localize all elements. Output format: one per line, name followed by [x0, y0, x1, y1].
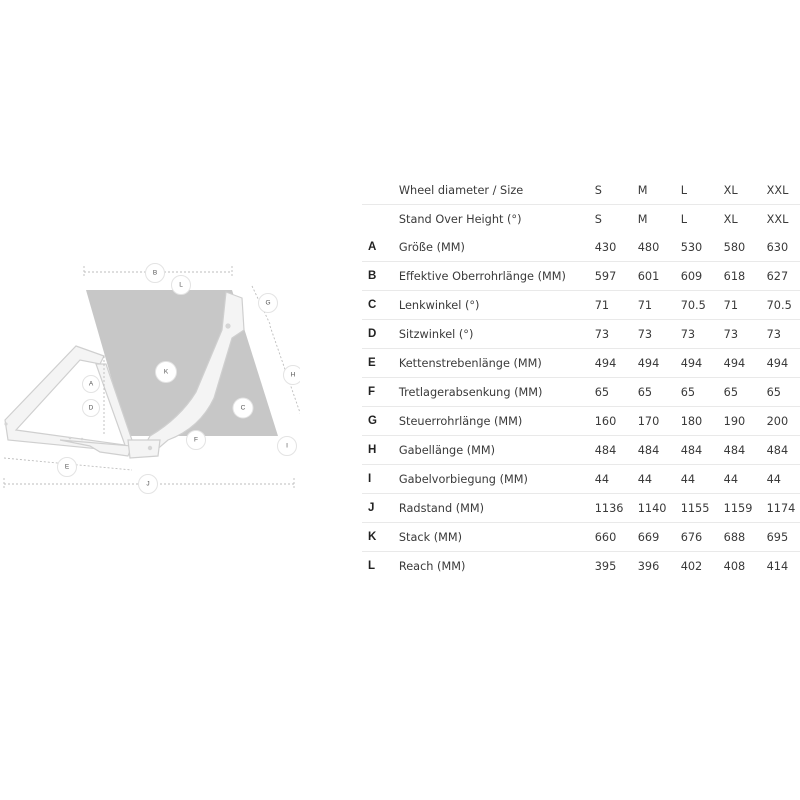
header-size-s: S — [594, 212, 602, 226]
table-row — [362, 262, 800, 291]
row-letter: I — [362, 465, 399, 494]
row-value-l: 180 — [681, 407, 724, 436]
header-size-xxl: XXL — [766, 212, 789, 226]
marker-G-label: G — [265, 299, 271, 307]
marker-E — [58, 458, 77, 477]
row-value-m: 396 — [637, 559, 660, 573]
row-value-xxl: 414 — [766, 559, 789, 573]
row-label: Kettenstrebenlänge (MM) — [399, 349, 595, 378]
row-letter: C — [362, 291, 399, 320]
row-value-m: 170 — [638, 407, 681, 436]
marker-D-label: D — [88, 404, 94, 412]
row-value-l: 530 — [681, 233, 724, 262]
row-value-xxl: 494 — [767, 349, 800, 378]
table-row — [362, 523, 800, 552]
row-letter: K — [362, 523, 399, 552]
geometry-table — [362, 176, 800, 580]
row-value-s: 660 — [595, 523, 638, 552]
row-value-l: 44 — [681, 465, 724, 494]
marker-K-label: K — [163, 368, 169, 376]
row-value-s: 484 — [595, 436, 638, 465]
row-value-l: 609 — [681, 262, 724, 291]
row-value-s: 65 — [595, 378, 638, 407]
table-row — [362, 552, 800, 581]
row-value-s: 597 — [595, 262, 638, 291]
table-row — [362, 494, 800, 523]
marker-C-label: C — [240, 404, 246, 412]
marker-J-label: J — [146, 480, 150, 488]
table-row — [362, 349, 800, 378]
row-value-xxl: 1174 — [767, 494, 800, 523]
row-letter: F — [362, 378, 399, 407]
marker-H-label: H — [290, 371, 296, 379]
table-row — [362, 465, 800, 494]
header-size-s: S — [595, 176, 638, 205]
row-value-l: 73 — [681, 320, 724, 349]
row-value-m: 71 — [638, 291, 681, 320]
row-label: Stack (MM) — [399, 523, 595, 552]
table-header-row — [362, 205, 800, 234]
row-value-xxl: 484 — [767, 436, 800, 465]
marker-G — [259, 294, 278, 313]
marker-L-label: L — [179, 281, 183, 289]
marker-D — [83, 400, 100, 417]
row-value-xl: 408 — [723, 559, 746, 573]
table-body — [362, 233, 800, 580]
row-value-xl: 44 — [724, 465, 767, 494]
table-row — [362, 436, 800, 465]
row-value-l: 402 — [680, 559, 703, 573]
header-size-xl: XL — [723, 212, 738, 226]
row-value-l: 70.5 — [681, 291, 724, 320]
marker-B-label: B — [152, 269, 158, 277]
header-size-xxl: XXL — [767, 176, 800, 205]
row-value-m: 65 — [638, 378, 681, 407]
table-row — [362, 378, 800, 407]
row-value-xl: 1159 — [724, 494, 767, 523]
row-value-l: 494 — [681, 349, 724, 378]
marker-K — [156, 362, 177, 383]
row-label: Effektive Oberrohrlänge (MM) — [399, 262, 595, 291]
marker-F-label: F — [194, 436, 198, 444]
row-value-xxl: 200 — [767, 407, 800, 436]
table-row — [362, 407, 800, 436]
row-label: Größe (MM) — [399, 233, 595, 262]
row-value-xxl: 630 — [767, 233, 800, 262]
row-value-m: 73 — [638, 320, 681, 349]
row-value-xl: 73 — [724, 320, 767, 349]
table-header-row — [362, 176, 800, 205]
row-value-xl: 688 — [724, 523, 767, 552]
row-label: Radstand (MM) — [399, 494, 595, 523]
table-row — [362, 233, 800, 262]
marker-B — [146, 264, 165, 283]
row-label: Sitzwinkel (°) — [399, 320, 595, 349]
row-letter: B — [362, 262, 399, 291]
row-label: Steuerrohrlänge (MM) — [399, 407, 595, 436]
row-value-l: 676 — [681, 523, 724, 552]
row-value-m: 484 — [638, 436, 681, 465]
row-value-s: 44 — [595, 465, 638, 494]
row-letter: J — [362, 494, 399, 523]
row-label: Gabellänge (MM) — [399, 436, 595, 465]
marker-H — [284, 366, 301, 385]
marker-F — [187, 431, 206, 450]
row-value-m: 44 — [638, 465, 681, 494]
header-size-l: L — [681, 176, 724, 205]
table-row — [362, 320, 800, 349]
row-label: Lenkwinkel (°) — [399, 291, 595, 320]
row-value-s: 73 — [595, 320, 638, 349]
header-size-m: M — [637, 212, 648, 226]
row-value-s: 71 — [595, 291, 638, 320]
header-size-m: M — [638, 176, 681, 205]
row-value-xl: 618 — [724, 262, 767, 291]
marker-L — [172, 276, 191, 295]
marker-I — [278, 437, 297, 456]
marker-A — [83, 376, 100, 393]
row-label: Reach (MM) — [398, 559, 466, 573]
marker-J — [139, 475, 158, 494]
header-label: Stand Over Height (°) — [398, 212, 522, 226]
row-value-xxl: 73 — [767, 320, 800, 349]
row-letter: D — [362, 320, 399, 349]
row-letter: G — [362, 407, 399, 436]
row-value-xxl: 44 — [767, 465, 800, 494]
marker-C — [233, 398, 253, 418]
marker-E-label: E — [64, 463, 70, 471]
row-value-xl: 71 — [724, 291, 767, 320]
row-label: Tretlagerabsenkung (MM) — [399, 378, 595, 407]
row-value-xxl: 65 — [767, 378, 800, 407]
row-letter: L — [368, 560, 376, 572]
row-value-xxl: 70.5 — [767, 291, 800, 320]
row-value-xl: 484 — [724, 436, 767, 465]
row-value-l: 65 — [681, 378, 724, 407]
row-value-xl: 494 — [724, 349, 767, 378]
row-value-m: 1140 — [638, 494, 681, 523]
row-value-s: 395 — [594, 559, 617, 573]
row-value-m: 494 — [638, 349, 681, 378]
row-value-xl: 580 — [724, 233, 767, 262]
row-value-s: 1136 — [595, 494, 638, 523]
row-letter: E — [362, 349, 399, 378]
row-value-xl: 65 — [724, 378, 767, 407]
row-value-xl: 190 — [724, 407, 767, 436]
header-label: Wheel diameter / Size — [399, 176, 595, 205]
marker-A-label: A — [88, 380, 94, 388]
row-label: Gabelvorbiegung (MM) — [399, 465, 595, 494]
row-letter: H — [362, 436, 399, 465]
row-value-xxl: 695 — [767, 523, 800, 552]
header-size-l: L — [680, 212, 687, 226]
row-value-m: 669 — [638, 523, 681, 552]
row-value-s: 160 — [595, 407, 638, 436]
header-size-xl: XL — [724, 176, 767, 205]
row-value-s: 494 — [595, 349, 638, 378]
row-value-l: 1155 — [681, 494, 724, 523]
frame-geometry-diagram — [0, 0, 300, 520]
row-value-l: 484 — [681, 436, 724, 465]
row-value-m: 601 — [638, 262, 681, 291]
marker-I-label: I — [286, 442, 288, 450]
row-letter: A — [362, 233, 399, 262]
row-value-m: 480 — [638, 233, 681, 262]
table-row — [362, 291, 800, 320]
row-value-s: 430 — [595, 233, 638, 262]
row-value-xxl: 627 — [767, 262, 800, 291]
